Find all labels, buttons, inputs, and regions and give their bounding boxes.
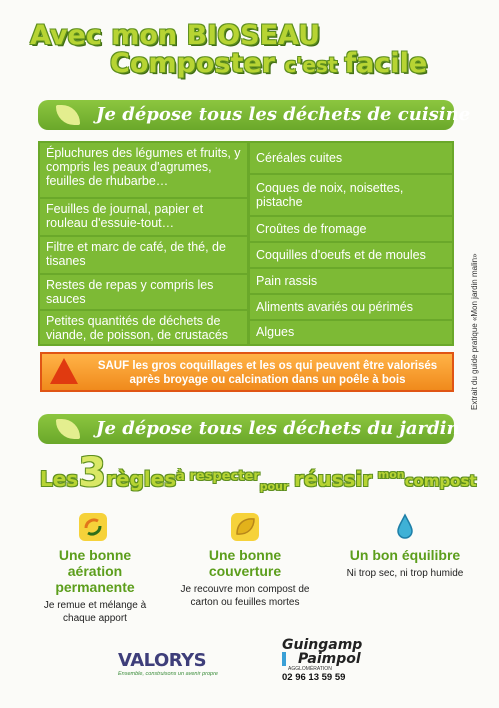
title-text-a: Avec mon (30, 20, 187, 51)
list-item: Croûtes de fromage (250, 217, 452, 241)
leaf-icon (230, 512, 260, 542)
garden-waste-banner (38, 414, 460, 444)
rule-balance (340, 512, 470, 580)
list-item: Céréales cuites (250, 143, 452, 173)
rule-description: Je recouvre mon compost de carton ou feuilles mortes (180, 584, 310, 608)
list-item: Filtre et marc de café, de thé, de tisanes (40, 237, 247, 273)
aeration-arrows-icon (78, 512, 108, 542)
list-item: Algues (250, 321, 452, 344)
rule-title: Un bon équilibre (349, 547, 461, 563)
rule-cover (180, 512, 310, 609)
water-drop-icon (390, 512, 420, 542)
warning-triangle-icon (50, 358, 78, 384)
list-item: Coques de noix, noisettes, pistache (250, 175, 452, 215)
rule-title: Une bonne aération permanente (55, 547, 135, 595)
list-item: Feuilles de journal, papier et rouleau d'essuie-tout… (40, 199, 247, 235)
warning-text: SAUF les gros coquillages et les os qui peuvent être valorisés après broyage ou calcination dans un poêle à bois (97, 360, 438, 386)
title-line-1 (30, 22, 320, 50)
subtitle-text-b: c'est (284, 53, 345, 77)
list-item: Petites quantités de déchets de viande, de poisson, de crustacés (40, 311, 247, 344)
warning-box (40, 352, 454, 392)
phone-number: 02 96 13 59 59 (282, 672, 346, 683)
title-text-b: BIOSEAU (186, 20, 321, 51)
title-line-2 (110, 50, 427, 79)
kitchen-waste-banner (38, 100, 471, 130)
rule-description: Ni trop sec, ni trop humide (346, 568, 464, 579)
side-note: Extrait du guide pratique «Mon jardin malin» (470, 253, 479, 410)
subtitle-text-c: facile (344, 48, 428, 79)
rule-description: Je remue et mélange à chaque apport (43, 600, 147, 624)
valorys-logo: VALORYS Ensemble, construisons un avenir propre (118, 650, 218, 677)
rule-title: Une bonne couverture (208, 547, 282, 579)
guingamp-paimpol-logo: Guingamp Paimpol AGGLOMÉRATION 02 96 13 59 59 (282, 638, 382, 683)
list-item: Coquilles d'oeufs et de moules (250, 243, 452, 267)
rule-aeration (30, 512, 160, 625)
garden-banner-title: Je dépose tous les déchets du jardin (96, 418, 460, 439)
list-item: Épluchures des légumes et fruits, y compris les peaux d'agrumes, feuilles de rhubarbe… (40, 143, 247, 197)
subtitle-text-a: Composter (110, 48, 285, 79)
leaf-icon (56, 105, 80, 125)
kitchen-banner-title: Je dépose tous les déchets de cuisine (96, 104, 471, 125)
leaf-icon (56, 419, 80, 439)
list-item: Pain rassis (250, 269, 452, 293)
rules-headline: Les3règles$^{à respecter}_{pour}$ réussir $^{mon}$compost (40, 450, 477, 496)
list-item: Restes de repas y compris les sauces (40, 275, 247, 309)
list-item: Aliments avariés ou périmés (250, 295, 452, 319)
kitchen-waste-table (38, 141, 454, 346)
